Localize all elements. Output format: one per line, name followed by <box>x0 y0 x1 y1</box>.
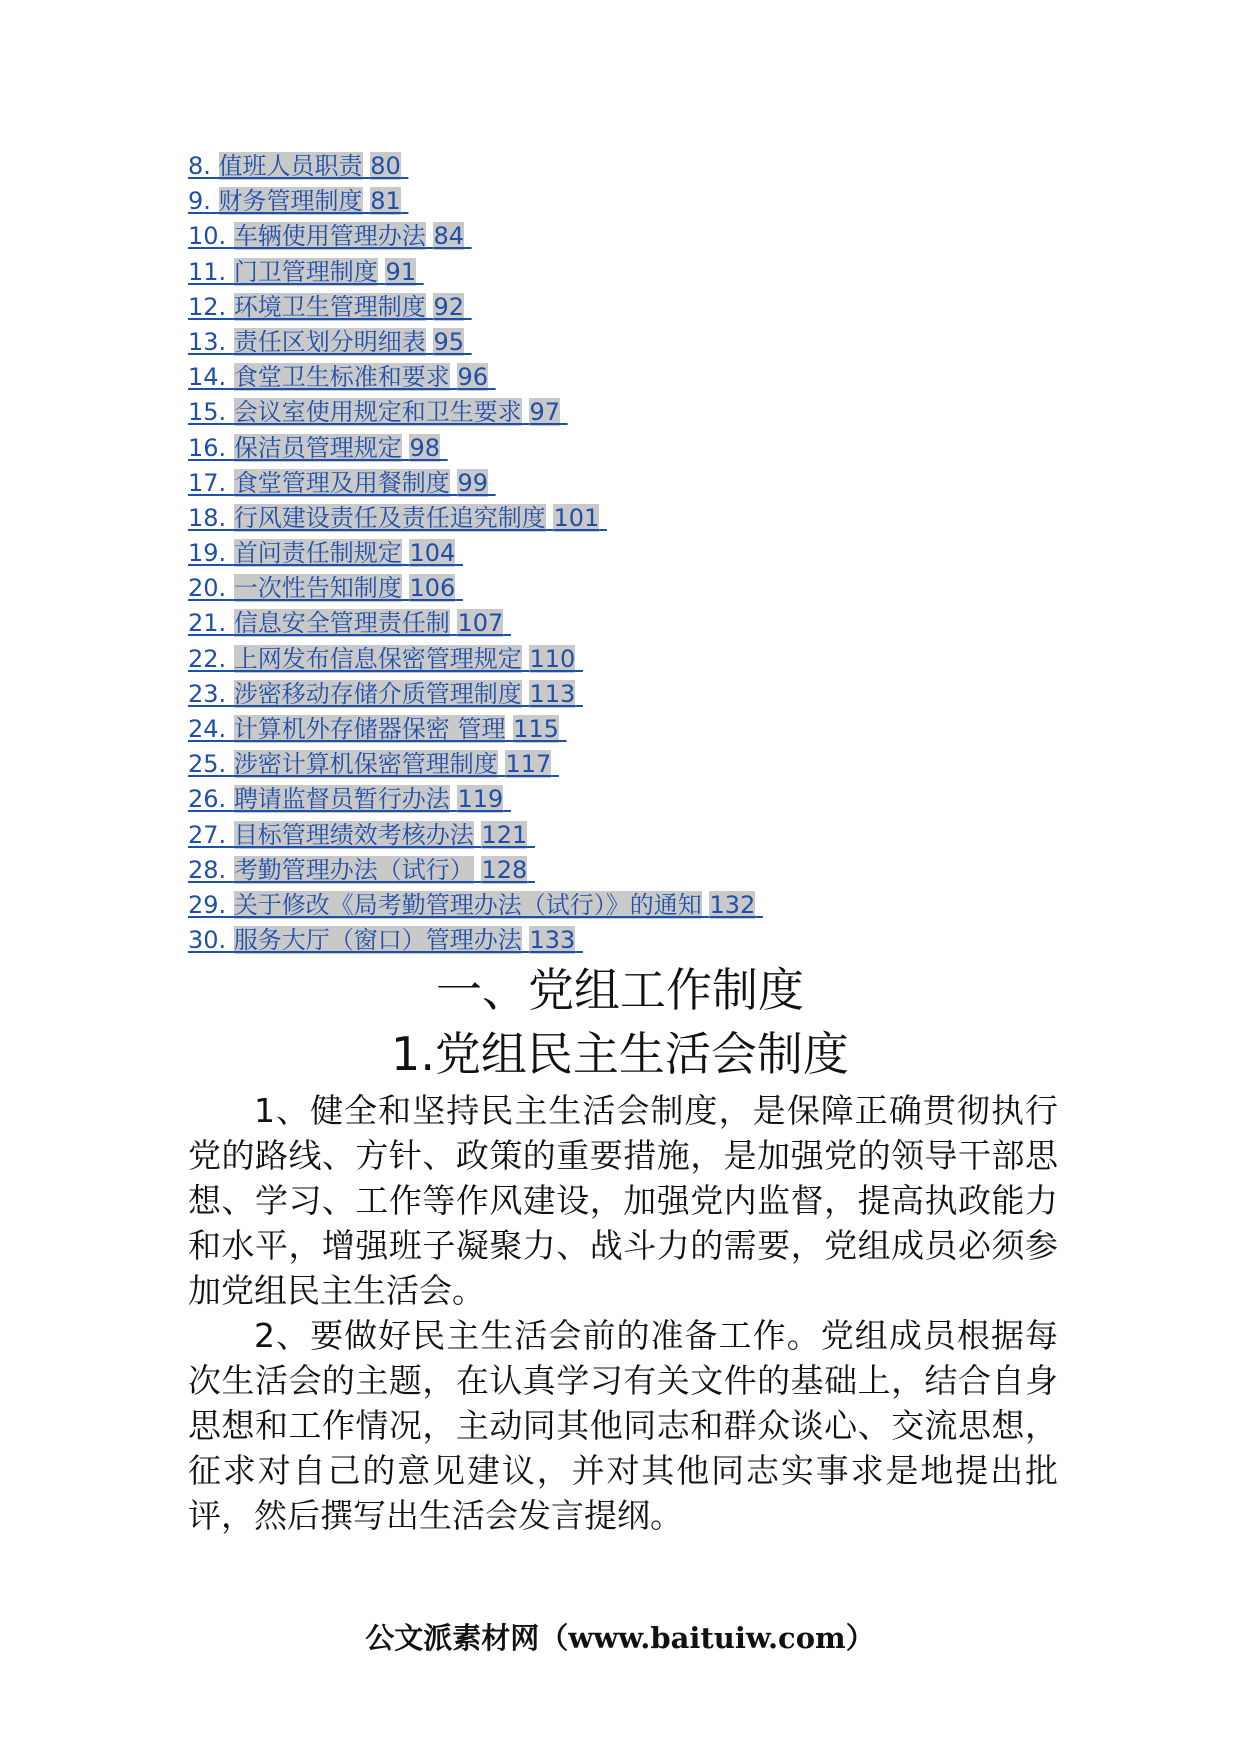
toc-link[interactable] <box>188 891 763 919</box>
toc-link[interactable] <box>188 293 472 321</box>
toc-page: 99 <box>457 468 488 497</box>
toc-number: 14. <box>188 363 227 392</box>
toc-number: 17. <box>188 468 227 497</box>
toc-title: 一次性告知制度 <box>233 574 402 603</box>
toc-title: 目标管理绩效考核办法 <box>233 820 474 849</box>
toc-entry[interactable] <box>188 853 1088 888</box>
toc-entry[interactable] <box>188 571 1088 606</box>
toc-link[interactable] <box>188 645 583 673</box>
toc-page: 110 <box>529 644 576 673</box>
toc-link[interactable] <box>188 398 568 426</box>
toc-page: 132 <box>709 890 756 919</box>
toc-link[interactable] <box>188 680 583 708</box>
toc-page: 101 <box>553 503 600 532</box>
toc-entry[interactable] <box>188 747 1088 782</box>
toc-number: 13. <box>188 327 227 356</box>
subsection-title: 1.党组民主生活会制度 <box>391 1027 849 1081</box>
toc-entry[interactable] <box>188 466 1088 501</box>
toc-page: 113 <box>529 679 576 708</box>
toc-number: 25. <box>188 750 227 779</box>
footer-watermark: 公文派素材网（www.baituiw.com） <box>365 1621 875 1655</box>
toc-title: 保洁员管理规定 <box>233 433 402 462</box>
toc-link[interactable] <box>188 926 583 954</box>
toc-number: 26. <box>188 785 227 814</box>
toc-title: 食堂管理及用餐制度 <box>233 468 450 497</box>
toc-page: 106 <box>409 574 456 603</box>
toc-link[interactable] <box>188 152 408 180</box>
toc-page: 133 <box>529 926 576 955</box>
toc-title: 关于修改《局考勤管理办法（试行）》的通知 <box>233 890 702 919</box>
toc-title: 财务管理制度 <box>218 187 363 216</box>
table-of-contents <box>188 149 1088 958</box>
toc-page: 115 <box>513 715 559 743</box>
toc-entry[interactable] <box>188 255 1088 290</box>
toc-title: 会议室使用规定和卫生要求 <box>233 398 522 427</box>
toc-number: 29. <box>188 890 227 919</box>
toc-link[interactable] <box>188 821 535 849</box>
toc-link[interactable] <box>188 187 408 215</box>
toc-entry[interactable] <box>188 290 1088 325</box>
toc-title: 行风建设责任及责任追究制度 <box>233 503 546 532</box>
toc-page: 92 <box>433 292 464 321</box>
toc-title: 计算机外存储器保密 管理 <box>233 715 506 743</box>
toc-page: 84 <box>433 222 464 251</box>
toc-entry[interactable] <box>188 149 1088 184</box>
toc-entry[interactable] <box>188 888 1088 923</box>
toc-link[interactable] <box>188 222 472 250</box>
toc-page: 80 <box>370 152 401 180</box>
toc-page: 107 <box>457 609 504 638</box>
toc-number: 23. <box>188 679 227 708</box>
paragraph: 1、健全和坚持民主生活会制度，是保障正确贯彻执行党的路线、方针、政策的重要措施，是加强党的领导干部思想、学习、工作等作风建设，加强党内监督，提高执政能力和水平，增强班子凝聚力、战斗力的需要，党组成员必须参加党组民主生活会。 <box>188 1091 1058 1310</box>
toc-page: 117 <box>505 750 552 779</box>
toc-number: 19. <box>188 539 227 568</box>
toc-title: 上网发布信息保密管理规定 <box>233 644 522 673</box>
toc-title: 涉密计算机保密管理制度 <box>233 750 498 779</box>
toc-title: 聘请监督员暂行办法 <box>233 785 450 814</box>
toc-number: 30. <box>188 926 227 955</box>
toc-title: 考勤管理办法（试行） <box>233 855 474 884</box>
toc-entry[interactable] <box>188 325 1088 360</box>
toc-page: 95 <box>433 327 464 356</box>
toc-entry[interactable] <box>188 501 1088 536</box>
toc-entry[interactable] <box>188 219 1088 254</box>
toc-link[interactable] <box>188 574 463 602</box>
toc-link[interactable] <box>188 434 448 462</box>
toc-link[interactable] <box>188 856 535 884</box>
toc-entry[interactable] <box>188 923 1088 958</box>
toc-number: 8. <box>188 152 211 180</box>
toc-link[interactable] <box>188 609 511 637</box>
toc-title: 信息安全管理责任制 <box>233 609 450 638</box>
toc-page: 128 <box>481 855 528 884</box>
toc-page: 81 <box>370 187 401 216</box>
toc-number: 10. <box>188 222 227 251</box>
toc-entry[interactable] <box>188 677 1088 712</box>
toc-number: 18. <box>188 503 227 532</box>
toc-entry[interactable] <box>188 360 1088 395</box>
toc-number: 24. <box>188 715 227 743</box>
toc-number: 21. <box>188 609 227 638</box>
toc-number: 11. <box>188 257 227 286</box>
toc-number: 20. <box>188 574 227 603</box>
toc-link[interactable] <box>188 469 496 497</box>
toc-page: 104 <box>409 539 456 568</box>
body-text <box>188 1088 1058 1538</box>
toc-entry[interactable] <box>188 782 1088 817</box>
toc-entry[interactable] <box>188 184 1088 219</box>
toc-page: 91 <box>385 257 416 286</box>
toc-title: 首问责任制规定 <box>233 539 402 568</box>
toc-entry[interactable] <box>188 642 1088 677</box>
toc-number: 12. <box>188 292 227 321</box>
toc-link[interactable] <box>188 785 511 813</box>
section-title: 一、党组工作制度 <box>436 963 804 1017</box>
toc-entry[interactable] <box>188 818 1088 853</box>
paragraph: 2、要做好民主生活会前的准备工作。党组成员根据每次生活会的主题，在认真学习有关文件的基础上，结合自身思想和工作情况，主动同其他同志和群众谈心、交流思想，征求对自己的意见建议，并对其他同志实事求是地提出批评，然后撰写出生活会发言提纲。 <box>188 1316 1058 1535</box>
toc-number: 22. <box>188 644 227 673</box>
toc-title: 涉密移动存储介质管理制度 <box>233 679 522 708</box>
toc-title: 责任区划分明细表 <box>233 327 426 356</box>
toc-page: 96 <box>457 363 488 392</box>
toc-page: 119 <box>457 785 504 814</box>
toc-number: 28. <box>188 855 227 884</box>
toc-link[interactable] <box>188 363 496 391</box>
toc-page: 97 <box>529 398 560 427</box>
toc-link[interactable] <box>188 715 567 743</box>
toc-link[interactable] <box>188 504 607 532</box>
toc-entry[interactable] <box>188 712 1088 747</box>
toc-title: 服务大厅（窗口）管理办法 <box>233 926 522 955</box>
toc-link[interactable] <box>188 258 424 286</box>
toc-title: 值班人员职责 <box>218 152 363 180</box>
toc-number: 15. <box>188 398 227 427</box>
toc-link[interactable] <box>188 539 463 567</box>
toc-entry[interactable] <box>188 431 1088 466</box>
toc-entry[interactable] <box>188 606 1088 641</box>
toc-link[interactable] <box>188 750 559 778</box>
toc-number: 27. <box>188 820 227 849</box>
toc-page: 98 <box>409 433 440 462</box>
toc-number: 9. <box>188 187 211 216</box>
toc-number: 16. <box>188 433 227 462</box>
toc-title: 食堂卫生标准和要求 <box>233 363 450 392</box>
toc-title: 环境卫生管理制度 <box>233 292 426 321</box>
toc-title: 车辆使用管理办法 <box>233 222 426 251</box>
toc-link[interactable] <box>188 328 472 356</box>
toc-page: 121 <box>481 820 528 849</box>
toc-title: 门卫管理制度 <box>233 257 378 286</box>
toc-entry[interactable] <box>188 395 1088 430</box>
toc-entry[interactable] <box>188 536 1088 571</box>
